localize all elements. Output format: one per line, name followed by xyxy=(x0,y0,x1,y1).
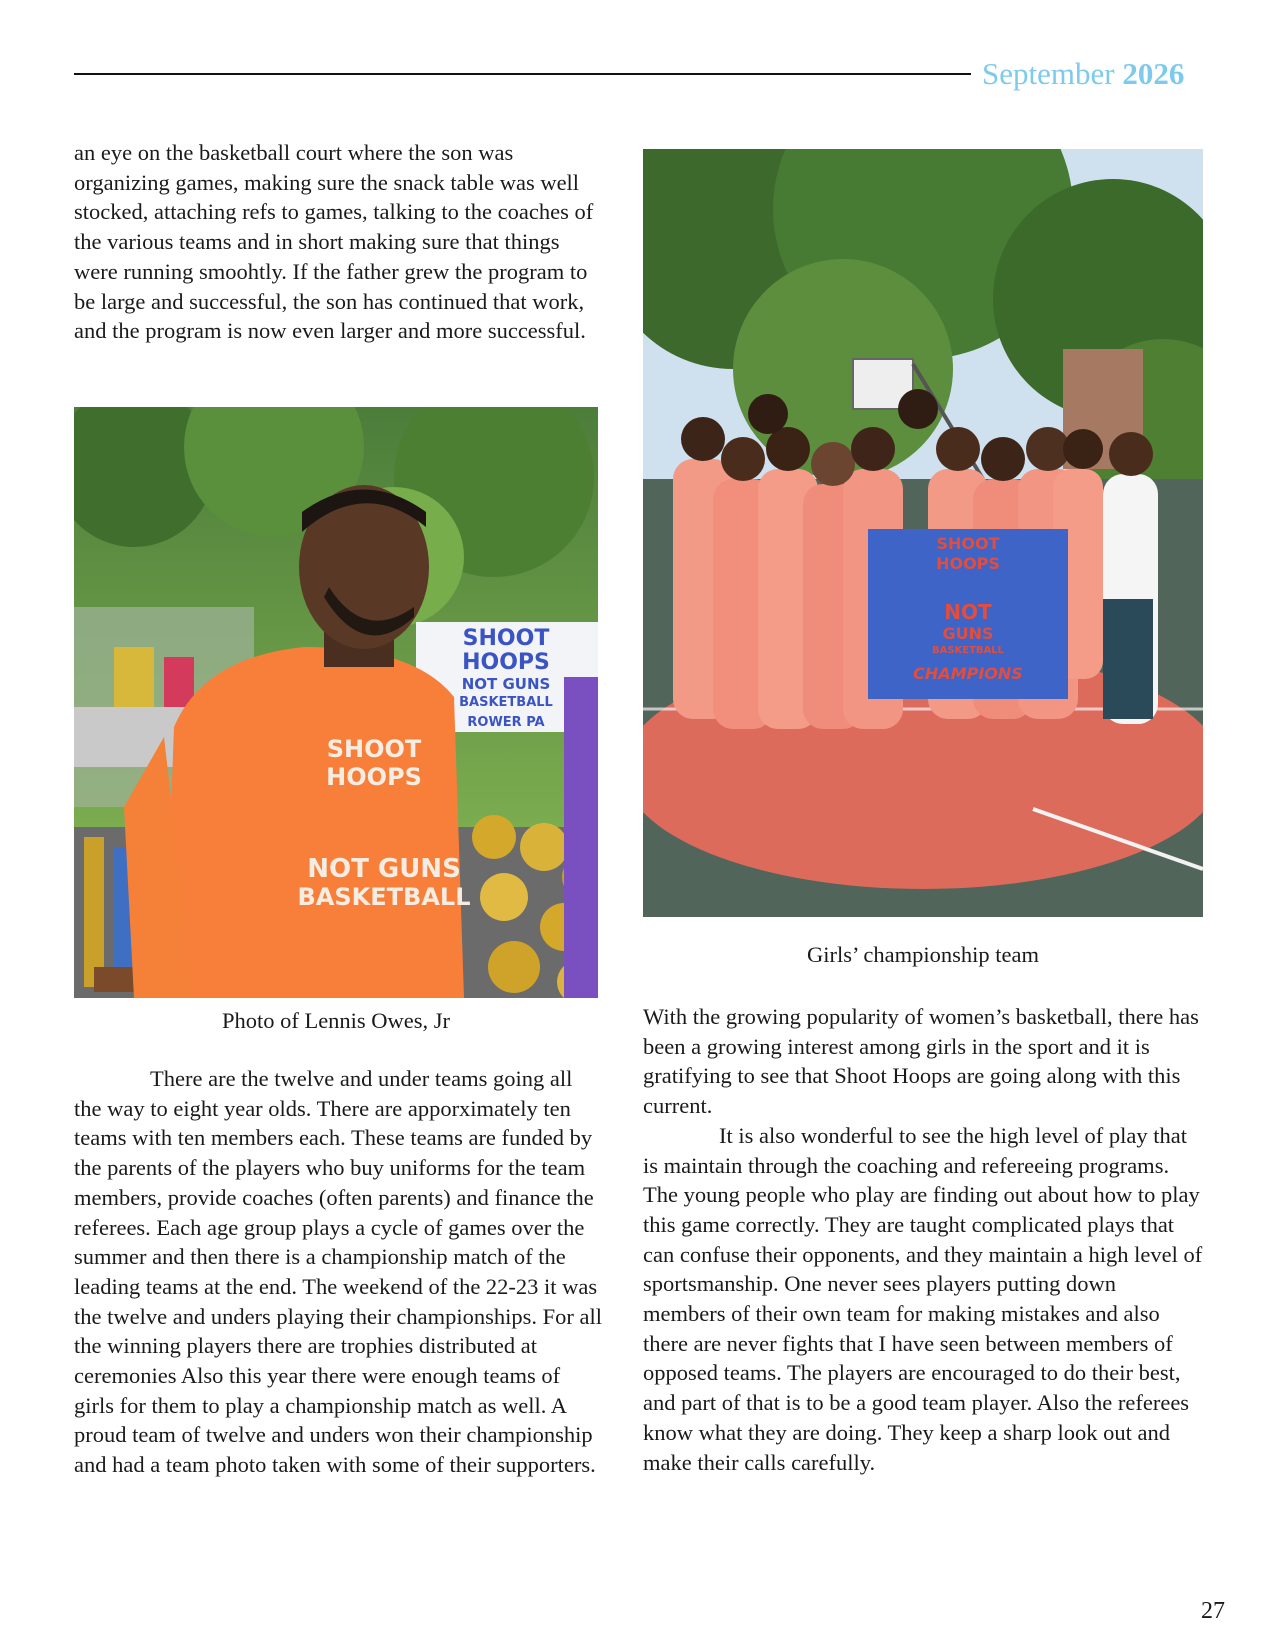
champions-banner xyxy=(868,529,1068,699)
shirt-text-4: BASKETBALL xyxy=(297,883,471,911)
issue-year: 2026 xyxy=(1122,56,1185,91)
page-number: 27 xyxy=(1201,1598,1225,1624)
right-body-text xyxy=(643,1002,1203,1477)
header-rule xyxy=(74,73,971,75)
left-intro-text xyxy=(74,138,602,346)
lennis-photo xyxy=(74,407,598,998)
banner-text-2: HOOPS xyxy=(936,554,1000,573)
sign-text-2: HOOPS xyxy=(462,650,550,675)
banner-text-3: NOT xyxy=(944,600,992,624)
lennis-photo-caption: Photo of Lennis Owes, Jr xyxy=(221,1008,451,1033)
sign-text-1: SHOOT xyxy=(462,626,550,651)
right-paragraph-1: With the growing popularity of women’s basketball, there has been a growing interest among girls in the sport and it is gratifying to see that Shoot Hoops are going along with this current. xyxy=(643,1004,1199,1119)
shirt-text-1: SHOOT xyxy=(326,735,422,763)
purple-shirt-edge xyxy=(564,677,598,998)
banner-text-5: BASKETBALL xyxy=(931,645,1005,656)
sign-text-4: BASKETBALL xyxy=(459,695,553,710)
issue-date xyxy=(982,54,1184,94)
shirt-text-3: NOT GUNS xyxy=(307,854,461,884)
sign-text-5: ROWER PA xyxy=(467,715,545,730)
intro-paragraph: an eye on the basketball court where the son was organizing games, making sure the snack table was well stocked, attaching refs to games, talking to the coaches of the various teams and in short making sure that things were running smoohtly. If the father grew the program to be large and successful, the son has continued that work, and the program is now even larger and more successful. xyxy=(74,140,594,344)
left-body-paragraph: There are the twelve and under teams going all the way to eight year olds. There are apporximately ten teams with ten members each. These teams are funded by the parents of the players who buy uniforms for the team members, provide coaches (often parents) and finance the referees. Each age group plays a cycle of games over the summer and then there is a championship match of the leading teams at the end. The weekend of the 22-23 it was the twelve and unders playing their championships. For all the winning players there are trophies distributed at ceremonies Also this year there were enough teams of girls for them to play a championship match as well. A proud team of twelve and unders won their championship and had a team photo taken with some of their supporters. xyxy=(74,1066,603,1478)
banner-text-6: CHAMPIONS xyxy=(913,664,1023,683)
left-body-text xyxy=(74,1064,602,1480)
right-paragraph-2: It is also wonderful to see the high level of play that is maintain through the coaching and refereeing programs. The young people who play are finding out about how to play this game correctly. They are taught complicated plays that can confuse their opponents, and they maintain a high level of sportsmanship. One never sees players putting down members of their own team for making mistakes and also there are never fights that I have seen between members of opposed teams. The players are encouraged to do their best, and part of that is to be a good team player. Also the referees know what they are doing. They keep a sharp look out and make their calls carefully. xyxy=(643,1122,1203,1475)
shirt-text-2: HOOPS xyxy=(326,763,422,791)
playground-equipment xyxy=(114,647,154,717)
team-photo xyxy=(643,149,1203,917)
banner-text-4: GUNS xyxy=(942,624,994,643)
issue-month: September xyxy=(982,56,1115,91)
sign-text-3: NOT GUNS xyxy=(461,675,551,693)
banner-text-1: SHOOT xyxy=(936,534,1000,553)
team-photo-caption: Girls’ championship team xyxy=(806,942,1040,967)
